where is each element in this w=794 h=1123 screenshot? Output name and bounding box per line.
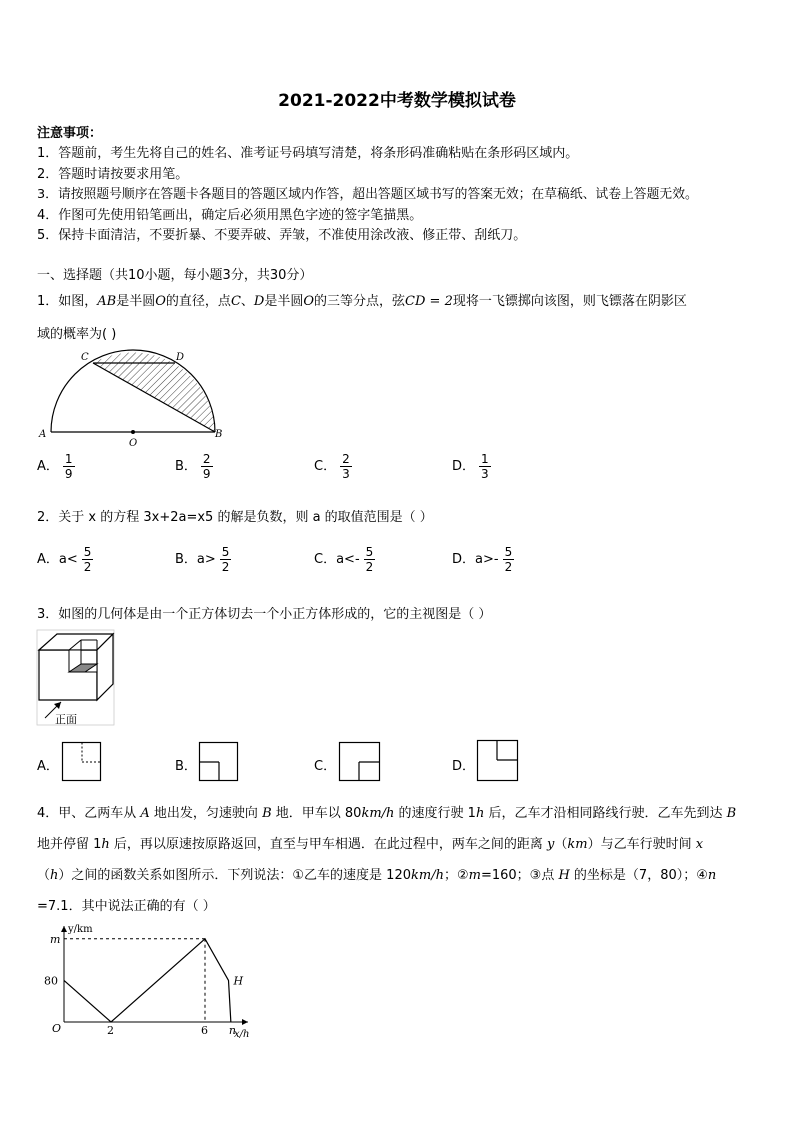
label-B: B — [215, 429, 223, 440]
q1-option-b[interactable]: B． $\frac{2}{9}$ — [175, 452, 211, 481]
front-face — [39, 650, 97, 700]
label-A: A — [39, 429, 47, 440]
page-title: 2021-2022中考数学模拟试卷 — [278, 91, 516, 111]
notice-heading: 注意事项： — [37, 126, 103, 141]
q1-option-d[interactable]: D． $\frac{1}{3}$ — [452, 452, 489, 481]
q3-option-b-label[interactable]: B． — [175, 759, 197, 774]
q1-option-a[interactable]: A． $\frac{1}{9}$ — [37, 452, 73, 481]
y-tick-80: 80 — [44, 974, 58, 988]
label-C: C — [81, 352, 89, 363]
point-label-H: H — [233, 974, 244, 988]
q4-distance-time-graph — [40, 920, 260, 1045]
q2-option-b[interactable]: B．a> $\frac{5}{2}$ — [175, 545, 230, 574]
x-tick-2: 2 — [107, 1024, 114, 1037]
q1-semicircle-figure — [37, 345, 227, 449]
x-tick-n: n — [228, 1024, 236, 1037]
shaded-region — [93, 353, 215, 432]
q3-option-a-label[interactable]: A． — [37, 759, 59, 774]
q1-stem-line2: 域的概率为( ) — [37, 327, 117, 342]
q3-option-c-label[interactable]: C． — [314, 759, 337, 774]
label-O: O — [129, 438, 138, 449]
x-tick-6: 6 — [201, 1024, 208, 1037]
q1-stem-line1: 1．如图，AB是半圆O的直径，点C、D是半圆O的三等分点，弦CD = 2现将一飞镖掷向该图，则飞镖落在阴影区 — [37, 294, 687, 309]
q3-option-d-figure[interactable] — [477, 740, 519, 782]
q3-front-label: 正面 — [55, 713, 77, 726]
q4-stem-line2: 地并停留 1h 后，再以原速按原路返回，直至与甲车相遇．在此过程中，两车之间的距离 y（km）与乙车行驶时间 x — [37, 837, 704, 852]
q3-option-a-figure[interactable] — [62, 742, 102, 782]
q3-stem: 3．如图的几何体是由一个正方体切去一个小正方体形成的，它的主视图是（ ） — [37, 607, 492, 622]
notice-item-2: 2．答题时请按要求用笔。 — [37, 167, 189, 182]
notice-item-1: 1．答题前，考生先将自己的姓名、准考证号码填写清楚，将条形码准确粘贴在条形码区域内。 — [37, 146, 579, 161]
section-heading: 一、选择题（共10小题，每小题3分，共30分） — [37, 268, 313, 283]
q3-option-b-figure[interactable] — [199, 742, 239, 782]
q3-solid-figure — [37, 630, 117, 730]
q2-option-d[interactable]: D．a>- $\frac{5}{2}$ — [452, 545, 513, 574]
q1-option-c[interactable]: C． $\frac{2}{3}$ — [314, 452, 350, 481]
q2-stem: 2．关于 x 的方程 3x+2a=x5 的解是负数，则 a 的取值范围是（ ） — [37, 510, 433, 525]
q2-option-c[interactable]: C．a<- $\frac{5}{2}$ — [314, 545, 374, 574]
q3-option-c-figure[interactable] — [339, 742, 381, 782]
q3-option-d-label[interactable]: D． — [452, 759, 476, 774]
q4-stem-line1: 4．甲、乙两车从 A 地出发，匀速驶向 B 地．甲车以 80km/h 的速度行驶 1h 后，乙车才沿相同路线行驶．乙车先到达 B — [37, 806, 737, 821]
center-point — [131, 430, 135, 434]
y-tick-m: m — [50, 932, 61, 946]
origin-label: O — [52, 1022, 62, 1035]
q4-stem-line4: =7.1．其中说法正确的有（ ） — [37, 899, 216, 914]
y-axis-label: y/km — [68, 924, 93, 935]
notice-item-4: 4．作图可先使用铅笔画出，确定后必须用黑色字迹的签字笔描黑。 — [37, 208, 423, 223]
notice-item-3: 3．请按照题号顺序在答题卡各题目的答题区域内作答，超出答题区域书写的答案无效；在草稿纸、试卷上答题无效。 — [37, 187, 698, 202]
label-D: D — [176, 352, 185, 363]
distance-series-line — [64, 939, 231, 1022]
x-axis-label: x/h — [234, 1029, 250, 1040]
q2-option-a[interactable]: A．a< $\frac{5}{2}$ — [37, 545, 92, 574]
q4-stem-line3: （h）之间的函数关系如图所示．下列说法：①乙车的速度是 120km/h；②m=160；③点 H 的坐标是（7，80）；④n — [37, 868, 717, 883]
notice-item-5: 5．保持卡面清洁，不要折暴、不要弄破、弄皱，不准使用涂改液、修正带、刮纸刀。 — [37, 228, 527, 243]
